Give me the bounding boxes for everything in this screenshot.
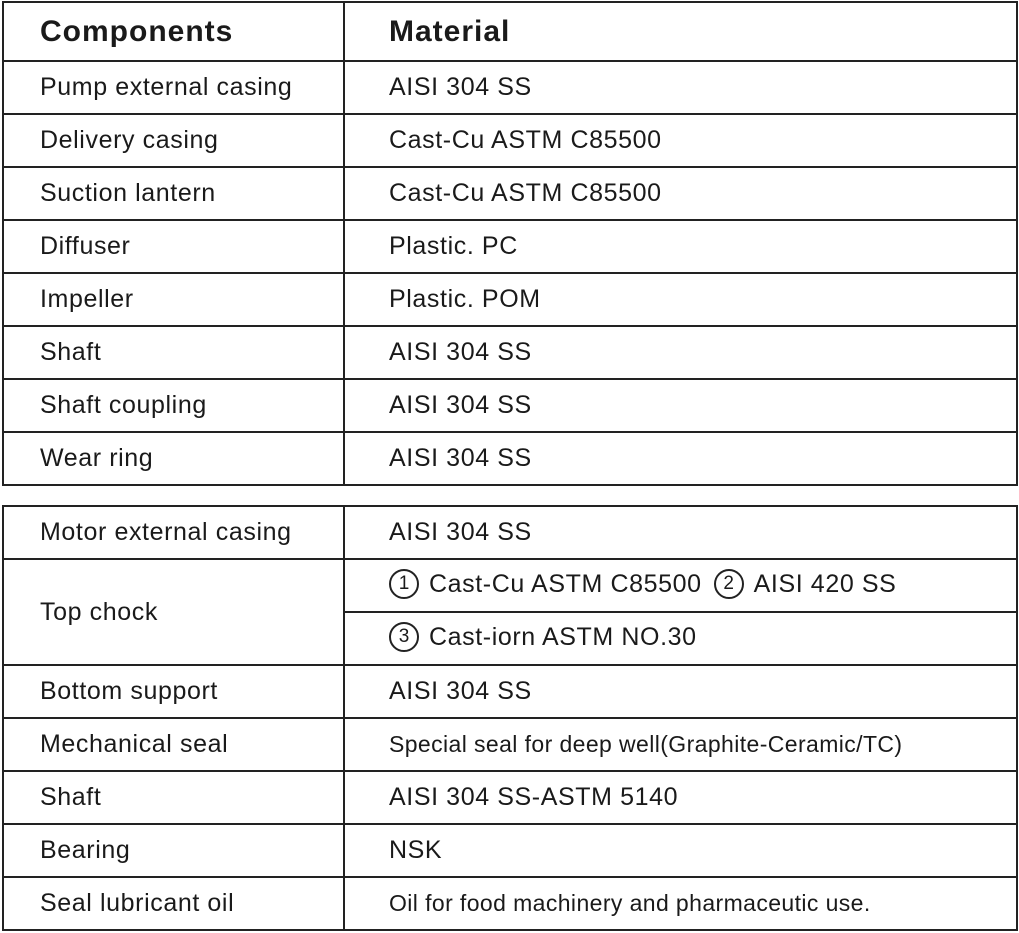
table-row [3,771,1017,824]
option-material-text: AISI 420 SS [753,570,897,599]
table-row [3,326,1017,379]
components-header: Components [3,2,344,61]
component-cell: Impeller [3,273,344,326]
component-cell: Seal lubricant oil [3,877,344,930]
component-cell: Diffuser [3,220,344,273]
table-row [3,877,1017,930]
table-row [3,559,1017,612]
motor-materials-table [2,505,1018,931]
table-row [3,506,1017,559]
material-cell: Plastic. POM [344,273,1017,326]
component-cell: Bearing [3,824,344,877]
table-row [3,114,1017,167]
material-cell: NSK [344,824,1017,877]
table-row [3,167,1017,220]
material-cell: Special seal for deep well(Graphite-Ceramic/TC) [344,718,1017,771]
option-material-text: Cast-Cu ASTM C85500 [429,570,702,599]
component-cell: Pump external casing [3,61,344,114]
pump-materials-table [2,1,1018,486]
material-cell: AISI 304 SS [344,326,1017,379]
table-row [3,273,1017,326]
material-cell: AISI 304 SS [344,665,1017,718]
component-cell: Bottom support [3,665,344,718]
component-cell: Delivery casing [3,114,344,167]
material-cell: AISI 304 SS-ASTM 5140 [344,771,1017,824]
component-cell: Wear ring [3,432,344,485]
option-material-text: Cast-iorn ASTM NO.30 [429,623,697,652]
material-cell: Cast-Cu ASTM C85500 [344,167,1017,220]
material-cell: Cast-Cu ASTM C85500 [344,114,1017,167]
material-cell: AISI 304 SS [344,61,1017,114]
component-cell: Suction lantern [3,167,344,220]
component-cell: Shaft coupling [3,379,344,432]
table-row [3,220,1017,273]
table-row [3,665,1017,718]
material-cell: AISI 304 SS [344,506,1017,559]
table-header-row [3,2,1017,61]
material-cell [344,612,1017,665]
option-number-badge: 2 [714,569,744,599]
material-cell [344,559,1017,612]
table-row [3,379,1017,432]
table-row [3,824,1017,877]
material-cell: Plastic. PC [344,220,1017,273]
option-number-badge: 3 [389,622,419,652]
option-number-badge: 1 [389,569,419,599]
material-cell: Oil for food machinery and pharmaceutic use. [344,877,1017,930]
component-cell: Shaft [3,326,344,379]
table-row [3,61,1017,114]
component-cell: Motor external casing [3,506,344,559]
material-header: Material [344,2,1017,61]
component-cell: Top chock [3,559,344,665]
material-cell: AISI 304 SS [344,379,1017,432]
material-cell: AISI 304 SS [344,432,1017,485]
table-row [3,432,1017,485]
component-cell: Mechanical seal [3,718,344,771]
component-cell: Shaft [3,771,344,824]
table-row [3,718,1017,771]
